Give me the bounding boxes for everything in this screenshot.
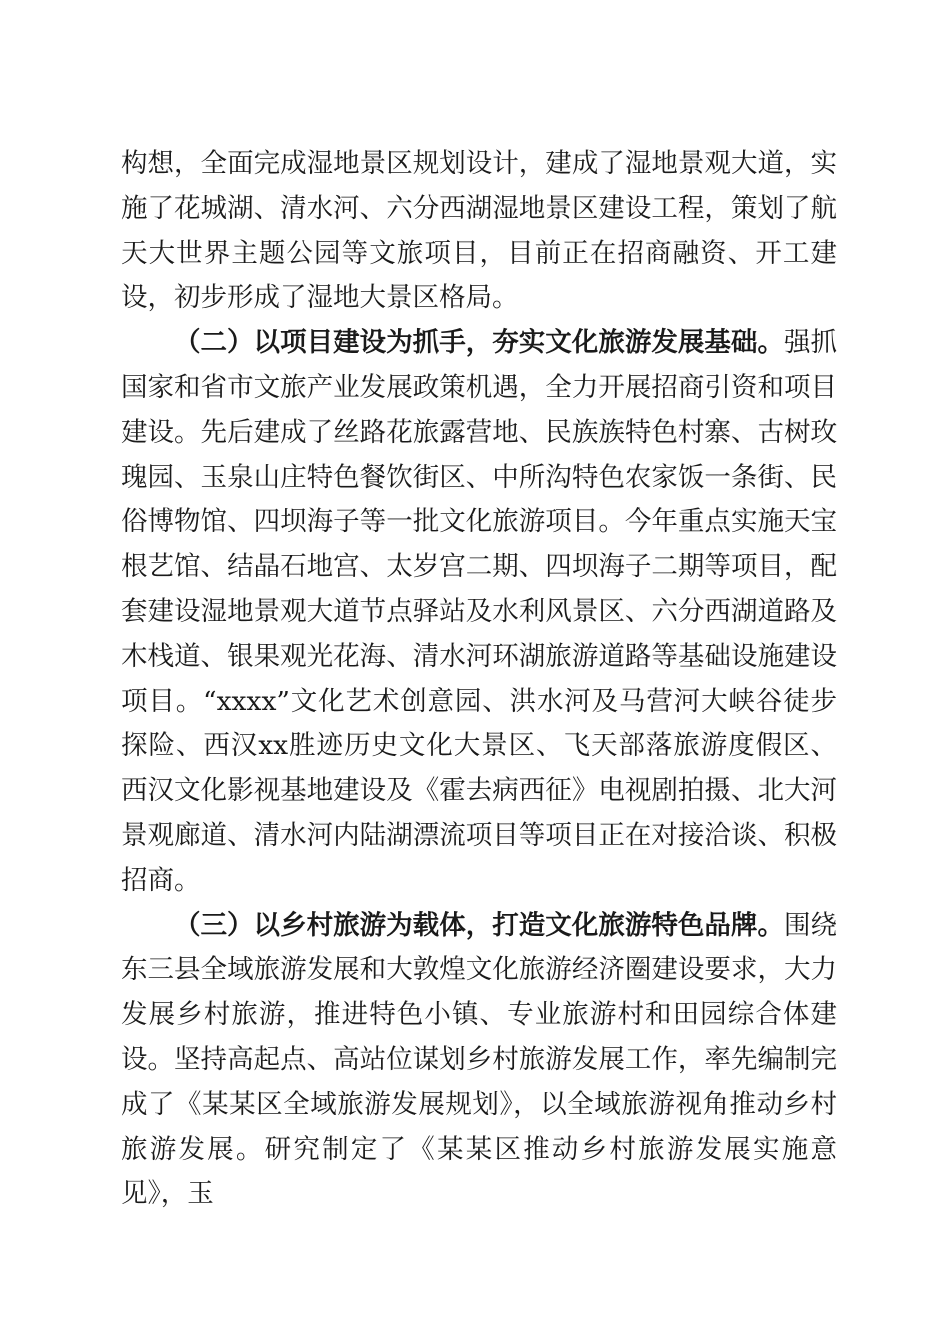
paragraph-2-body: 强抓国家和省市文旅产业发展政策机遇，全力开展招商引资和项目建设。先后建成了丝路花旅露营地、民族族特色村寨、古树玫瑰园、玉泉山庄特色餐饮街区、中所沟特色农家饭一条街、民俗博物馆、四坝海子等一批文化旅游项目。今年重点实施天宝根艺馆、结晶石地宫、太岁宫二期、四坝海子二期等项目，配套建设湿地景观大道节点驿站及水利风景区、六分西湖道路及木栈道、银果观光花海、清水河环湖旅游道路等基础设施建设项目。“xxxx”文化艺术创意园、洪水河及马营河大峡谷徒步探险、西汉xx胜迹历史文化大景区、飞天部落旅游度假区、西汉文化影视基地建设及《霍去病西征》电视剧拍摄、北大河景观廊道、清水河内陆湖漂流项目等项目正在对接洽谈、积极招商。 xyxy=(121,327,838,896)
paragraph-3-body: 围绕东三县全域旅游发展和大敦煌文化旅游经济圈建设要求，大力发展乡村旅游，推进特色小镇、专业旅游村和田园综合体建设。坚持高起点、高站位谋划乡村旅游发展工作，率先编制完成了《某某区全域旅游发展规划》，以全域旅游视角推动乡村旅游发展。研究制定了《某某区推动乡村旅游发展实施意见》，玉 xyxy=(121,909,838,1210)
document-body xyxy=(121,142,837,1217)
paragraph-3 xyxy=(121,904,837,1218)
paragraph-2-heading: （二）以项目建设为抓手，夯实文化旅游发展基础。 xyxy=(174,327,784,359)
paragraph-1 xyxy=(121,142,837,321)
paragraph-1-body: 构想，全面完成湿地景区规划设计，建成了湿地景观大道，实施了花城湖、清水河、六分西湖湿地景区建设工程，策划了航天大世界主题公园等文旅项目，目前正在招商融资、开工建设，初步形成了湿地大景区格局。 xyxy=(121,148,837,314)
paragraph-2 xyxy=(121,321,837,903)
paragraph-3-heading: （三）以乡村旅游为载体，打造文化旅游特色品牌。 xyxy=(174,909,784,941)
